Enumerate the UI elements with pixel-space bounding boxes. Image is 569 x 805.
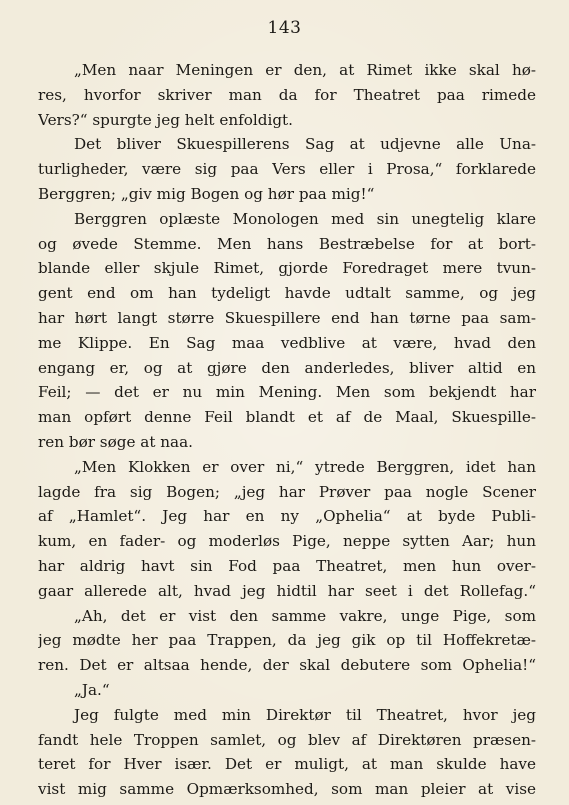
text-line: lagde fra sig Bogen; „jeg har Prøver paa nogle Scener — [38, 482, 536, 501]
text-line: fandt hele Troppen samlet, og blev af Direktøren præsen- — [38, 730, 536, 749]
text-line: me Klippe. En Sag maa vedblive at være, hvad den — [38, 333, 536, 352]
text-line: teret for Hver især. Det er muligt, at man skulde have — [38, 755, 536, 774]
text-line: gent end om han tydeligt havde udtalt samme, og jeg — [38, 284, 536, 303]
text-line: blande eller skjule Rimet, gjorde Foredraget mere tvun- — [38, 259, 536, 278]
page-number: 143 — [267, 18, 302, 38]
text-line: og øvede Stemme. Men hans Bestræbelse for at bort- — [38, 234, 536, 253]
text-line: „Ja.“ — [74, 680, 110, 699]
text-line: Vers?“ spurgte jeg helt enfoldigt. — [38, 110, 293, 129]
text-line: kum, en fader- og moderløs Pige, neppe sytten Aar; hun — [38, 532, 536, 551]
text-line: jeg mødte her paa Trappen, da jeg gik op til Hoffekretæ- — [38, 631, 536, 650]
body-text — [38, 58, 536, 802]
text-line: ren bør søge at naa. — [38, 432, 193, 451]
text-line: ren. Det er altsaa hende, der skal debutere som Ophelia!“ — [38, 656, 536, 675]
text-line: „Men naar Meningen er den, at Rimet ikke skal hø- — [74, 61, 536, 79]
text-line: res, hvorfor skriver man da for Theatret paa rimede — [38, 85, 536, 104]
text-line: engang er, og at gjøre den anderledes, bliver altid en — [38, 358, 536, 377]
text-line: Jeg fulgte med min Direktør til Theatret, hvor jeg — [74, 705, 536, 724]
text-line: vist mig samme Opmærksomhed, som man pleier at vise — [38, 780, 536, 799]
text-line: har aldrig havt sin Fod paa Theatret, men hun over- — [38, 556, 536, 575]
text-line: gaar allerede alt, hvad jeg hidtil har seet i det Rollefag.“ — [38, 581, 536, 600]
text-line: „Men Klokken er over ni,“ ytrede Berggren, idet han — [74, 457, 536, 476]
text-line: Feil; — det er nu min Mening. Men som bekjendt har — [38, 383, 536, 402]
text-line: af „Hamlet“. Jeg har en ny „Ophelia“ at byde Publi- — [38, 507, 536, 526]
text-line: „Ah, det er vist den samme vakre, unge Pige, som — [74, 606, 536, 625]
text-line: Berggren oplæste Monologen med sin unegtelig klare — [74, 209, 536, 228]
text-line: turligheder, være sig paa Vers eller i Prosa,“ forklarede — [38, 160, 536, 179]
text-line: man opført denne Feil blandt et af de Maal, Skuespille- — [38, 408, 536, 427]
text-line: Berggren; „giv mig Bogen og hør paa mig!“ — [38, 184, 375, 203]
text-line: har hørt langt større Skuespillere end han tørne paa sam- — [38, 308, 536, 327]
text-line: Det bliver Skuespillerens Sag at udjevne alle Una- — [74, 135, 536, 154]
